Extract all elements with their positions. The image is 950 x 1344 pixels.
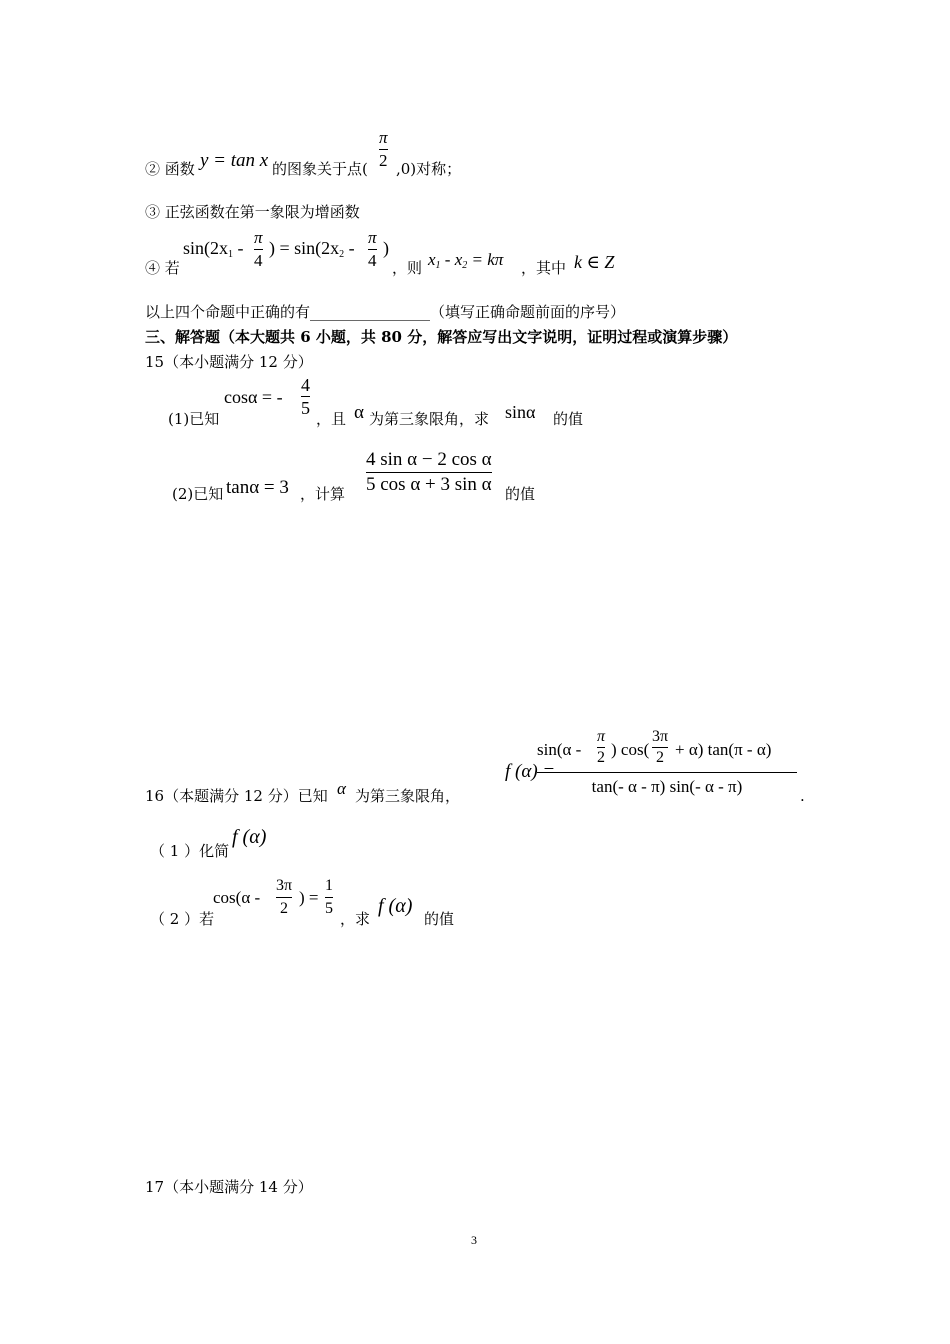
prop4-then: ，则 [392, 259, 423, 277]
q16-f-denominator: tan(- α - π) sin(- α - π) [591, 777, 743, 796]
prop4-cond-a: x [428, 250, 436, 269]
q15-part2-suffix: 的值 [505, 485, 536, 503]
prop4-condition [428, 250, 503, 271]
q16-part2-mid: ，求 [340, 910, 371, 928]
q16-part2-suffix: 的值 [424, 910, 455, 928]
prop4-fraction-1 [254, 228, 263, 271]
q16-alpha: α [337, 779, 346, 798]
q16-num-frac2-bar [652, 747, 668, 748]
prop4-mid-b: - [344, 238, 355, 258]
q16-num-frac2 [652, 728, 668, 767]
prop4-cond-b: - x [440, 250, 463, 269]
prop4-mid-a: ) = sin(2x [269, 238, 340, 258]
q16-f-numerator [537, 728, 797, 772]
q16-part2-frac-den: 2 [280, 900, 289, 917]
prop2-frac-num: π [379, 128, 388, 147]
q16-num-frac1-bar [597, 747, 605, 748]
q16-num-frac1 [597, 728, 605, 767]
q15-part1-fraction [301, 375, 310, 418]
q15-part1-target: sinα [505, 402, 536, 422]
prop4-cond-sub1: 1 [435, 260, 441, 271]
q16-part2-frac [276, 876, 292, 919]
prop4-kz: k ∈ Z [574, 252, 615, 272]
q15-part2-prefix: (2)已知 [172, 485, 224, 503]
q16-part2-frac-num: 3π [276, 877, 293, 894]
q16-part1-label: （ 1 ）化简 [150, 842, 230, 860]
prop2-suffix: ,0)对称； [396, 160, 462, 178]
prop4-mid-sub: 2 [339, 249, 345, 260]
q16-part2-cos-close: ) = [299, 888, 319, 907]
q15-part1-suffix: 的值 [553, 410, 584, 428]
prop4-prefix: ④ 若 [145, 259, 180, 277]
prop2-prefix: ② 函数 [145, 160, 195, 178]
q16-num-frac2-num: 3π [652, 728, 669, 745]
prop4-lhs [183, 238, 244, 260]
q16-num-a: sin(α - [537, 740, 582, 759]
q15-part1-mid: ，且 [316, 410, 347, 428]
q15-part2-frac-den: 5 cos α + 3 sin α [366, 474, 492, 495]
q16-part2-ratio-bar [325, 897, 333, 898]
q15-part1-mid2: 为第三象限角，求 [369, 410, 490, 428]
prop4-lhs-a: sin(2x [183, 238, 228, 258]
props-conclusion: 以上四个命题中正确的有________________（填写正确命题前面的序号） [145, 303, 626, 321]
q16-f-lhs: f (α) = [505, 761, 556, 782]
prop2-frac-den: 2 [379, 151, 388, 170]
prop4-fraction-2 [368, 228, 377, 271]
q16-part2-ratio-num: 1 [325, 877, 333, 894]
prop4-close: ) [383, 238, 389, 258]
q17-title: 17（本小题满分 14 分） [145, 1178, 313, 1196]
q16-title: 16（本题满分 12 分）已知 [145, 787, 328, 805]
prop2-frac-bar [379, 149, 388, 150]
q16-num-c: + α) tan(π - α) [675, 740, 772, 759]
prop4-mid [269, 238, 355, 260]
q15-part2-given: tanα = 3 [226, 477, 289, 498]
section3-heading: 三、解答题（本大题共 6 小题，共 80 分，解答应写出文字说明，证明过程或演算步骤） [145, 328, 738, 346]
q16-part2-ratio-den: 5 [325, 900, 333, 917]
prop4-frac2-den: 4 [368, 251, 377, 270]
q15-part1-frac-bar [301, 396, 310, 397]
q16-part2-frac-bar [276, 897, 292, 898]
q16-part2-ratio [325, 876, 333, 919]
prop3-text: ③ 正弦函数在第一象限为增函数 [145, 203, 360, 221]
q15-part2-frac-num: 4 sin α − 2 cos α [366, 449, 492, 470]
prop2-mid: 的图象关于点( [272, 160, 368, 178]
q16-num-b: ) cos( [611, 740, 650, 759]
q16-f-bar [537, 772, 797, 773]
q16-end: . [800, 787, 805, 805]
page-number: 3 [471, 1233, 477, 1247]
prop2-fraction [379, 128, 388, 171]
prop4-cond-c: = kπ [467, 250, 504, 269]
q15-part1-frac-den: 5 [301, 398, 310, 418]
prop4-frac2-bar [368, 249, 377, 250]
prop4-cond-sub2: 2 [462, 260, 468, 271]
q15-part2-fraction [366, 449, 492, 496]
q15-part1-expr: cosα = - [224, 387, 283, 407]
q15-part2-mid: ，计算 [300, 485, 346, 503]
q15-part1-alpha: α [354, 402, 364, 423]
prop4-lhs-b: - [233, 238, 244, 258]
q15-title: 15（本小题满分 12 分） [145, 353, 313, 371]
prop4-where: ，其中 [521, 259, 567, 277]
q16-num-frac1-den: 2 [597, 749, 605, 766]
prop4-lhs-sub: 1 [228, 249, 233, 260]
q16-part1-expr: f (α) [232, 826, 267, 848]
q16-num-frac1-num: π [597, 728, 606, 745]
q16-mid: 为第三象限角， [355, 787, 461, 805]
prop4-frac1-bar [254, 249, 263, 250]
prop4-frac1-den: 4 [254, 251, 263, 270]
q15-part1-frac-num: 4 [301, 375, 310, 395]
q16-num-frac2-den: 2 [656, 749, 665, 766]
prop4-frac1-num: π [254, 228, 263, 247]
q16-part2-expr: f (α) [378, 895, 413, 917]
q15-part2-frac-bar [366, 472, 492, 473]
prop4-frac2-num: π [368, 228, 377, 247]
prop2-expr: y = tan x [200, 150, 269, 171]
q16-f-fraction [537, 728, 797, 798]
q16-part2-cos: cos(α - [213, 888, 261, 907]
q15-part1-prefix: (1)已知 [168, 410, 220, 428]
q16-part2-label: （ 2 ）若 [150, 910, 215, 928]
